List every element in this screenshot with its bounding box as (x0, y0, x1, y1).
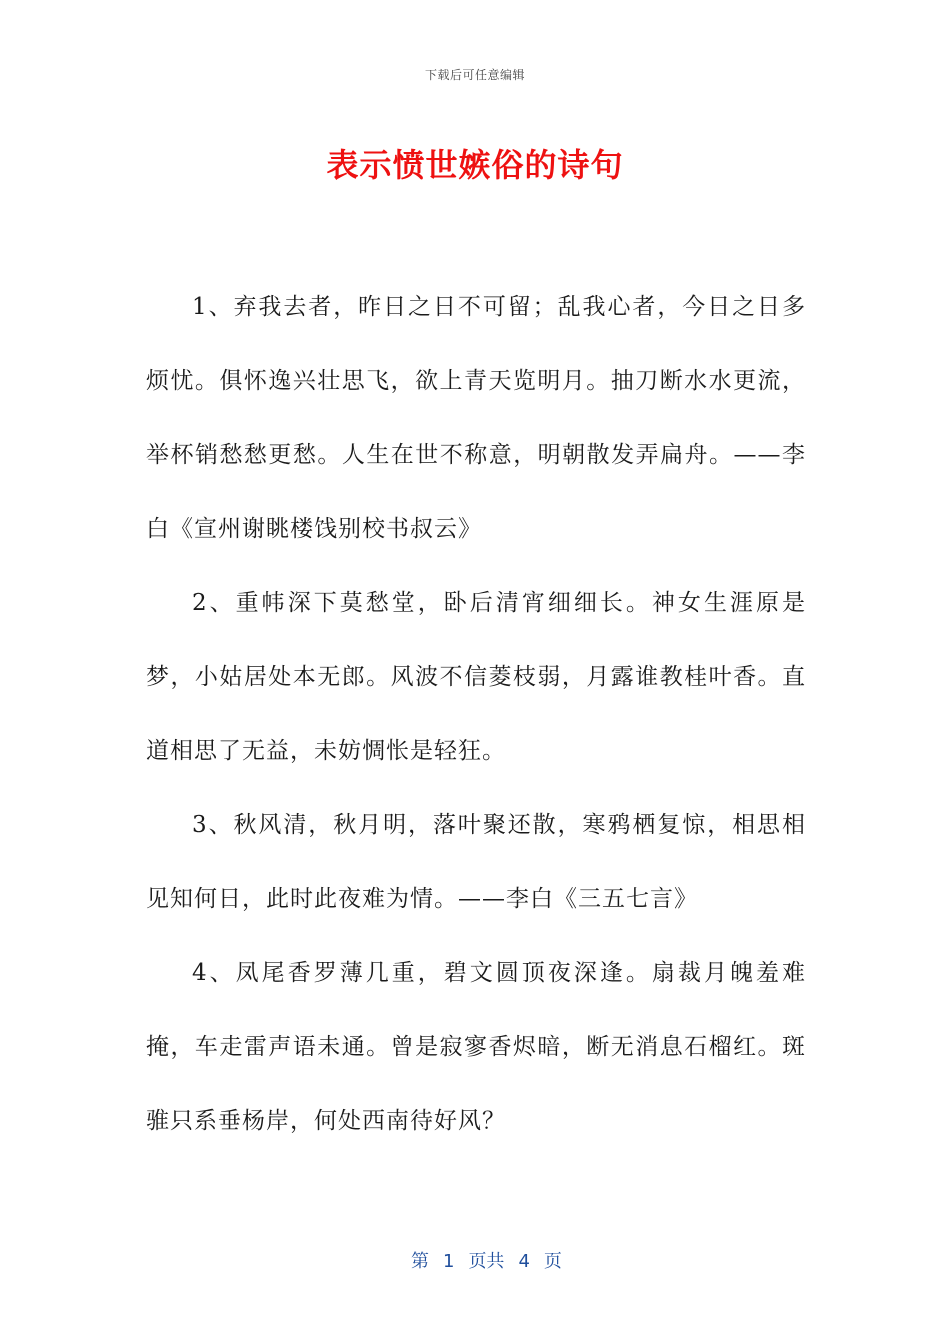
poem-paragraph-3: 3、秋风清，秋月明，落叶聚还散，寒鸦栖复惊，相思相见知何日，此时此夜难为情。——李白《三五七言》 (146, 812, 806, 912)
footer-prefix: 第 (410, 1251, 429, 1272)
poem-paragraph-4: 4、凤尾香罗薄几重，碧文圆顶夜深逢。扇裁月魄羞难掩，车走雷声语未通。曾是寂寥香烬暗，断无消息石榴红。斑骓只系垂杨岸，何处西南待好风？ (146, 960, 806, 1134)
footer-suffix: 页 (543, 1251, 562, 1272)
poem-paragraph-2: 2、重帏深下莫愁堂，卧后清宵细细长。神女生涯原是梦，小姑居处本无郎。风波不信菱枝弱，月露谁教桂叶香。直道相思了无益，未妨惆怅是轻狂。 (146, 590, 806, 764)
header-note: 下载后可任意编辑 (424, 68, 525, 82)
poem-list (146, 270, 806, 1158)
footer-current-page: 1 (442, 1251, 455, 1272)
footer-total-pages: 4 (518, 1251, 530, 1272)
footer-middle: 页共 (468, 1251, 505, 1272)
document-title: 表示愤世嫉俗的诗句 (326, 146, 624, 184)
page-footer (0, 1226, 950, 1294)
poem-paragraph-1: 1、弃我去者，昨日之日不可留；乱我心者，今日之日多烦忧。俱怀逸兴壮思飞，欲上青天览明月。抽刀断水水更流，举杯销愁愁更愁。人生在世不称意，明朝散发弄扁舟。——李白《宣州谢眺楼饯别校书叔云》 (146, 294, 806, 542)
